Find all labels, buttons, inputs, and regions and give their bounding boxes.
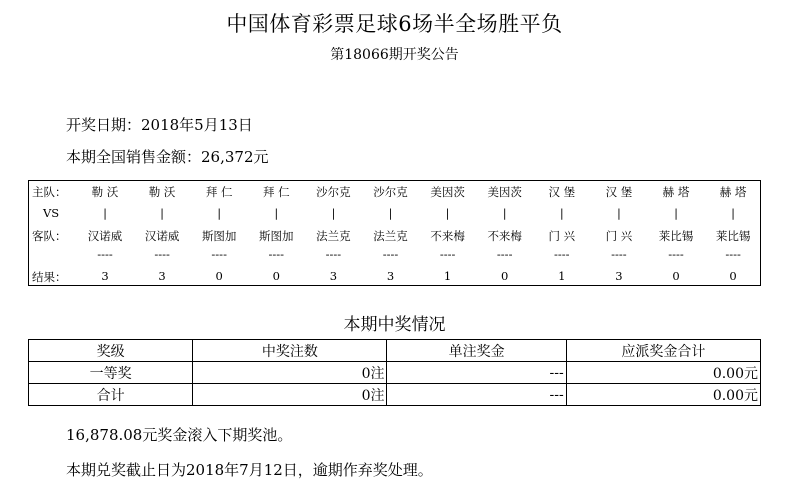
vs-mark: |	[217, 206, 222, 220]
home-team: 沙尔克	[316, 185, 351, 199]
match-result: 0	[672, 269, 680, 283]
away-team: 法兰克	[316, 229, 351, 243]
table-row	[29, 384, 761, 406]
header-level: 奖级	[29, 340, 193, 362]
unit-prize: ---	[387, 384, 566, 406]
vs-mark: |	[445, 206, 450, 220]
home-team: 汉 堡	[605, 185, 633, 199]
match-result: 0	[501, 269, 509, 283]
away-team: 莱比锡	[658, 229, 694, 243]
deadline-note: 本期兑奖截止日为2018年7月12日，逾期作弃奖处理。	[66, 461, 433, 479]
prize-header-row	[29, 340, 761, 362]
dash-separator: ----	[725, 247, 741, 261]
table-row	[29, 362, 761, 384]
vs-mark: |	[103, 206, 107, 220]
away-team: 门 兴	[605, 229, 633, 243]
vs-mark: |	[502, 206, 507, 220]
away-team: 斯图加	[201, 229, 237, 243]
away-team: 门 兴	[548, 229, 576, 243]
home-team: 赫 塔	[662, 185, 690, 199]
header-unit-prize: 单注奖金	[387, 340, 566, 362]
vs-mark: |	[388, 206, 393, 220]
away-team: 汉诺威	[144, 229, 180, 243]
home-team: 美因茨	[487, 185, 522, 199]
dash-separator: ----	[154, 247, 170, 261]
home-team: 汉 堡	[548, 185, 576, 199]
header-total: 应派奖金合计	[566, 340, 760, 362]
dash-separator: ----	[97, 247, 113, 261]
home-team: 美因茨	[430, 185, 465, 199]
prize-level: 一等奖	[29, 362, 193, 384]
prize-section-title: 本期中奖情况	[343, 315, 446, 335]
dash-separator: ----	[439, 247, 456, 261]
away-team: 不来梅	[430, 229, 465, 243]
home-label: 主队：	[32, 185, 67, 199]
match-result: 3	[158, 269, 166, 283]
match-result: 3	[101, 269, 109, 283]
draw-date: 开奖日期：2018年5月13日	[66, 116, 253, 134]
vs-mark: |	[674, 206, 678, 220]
vs-mark: |	[731, 206, 736, 220]
total-prize: 0.00元	[566, 384, 760, 406]
match-result: 0	[729, 269, 737, 283]
prize-table	[28, 339, 761, 406]
unit-prize: ---	[387, 362, 566, 384]
result-label: 结果：	[32, 270, 67, 284]
dash-separator: ----	[611, 247, 627, 261]
vs-mark: |	[274, 206, 279, 220]
match-result: 3	[329, 269, 338, 283]
away-team: 不来梅	[487, 229, 522, 243]
match-result: 3	[615, 269, 623, 283]
dash-separator: ----	[496, 247, 513, 261]
sales-amount: 本期全国销售金额：26,372元	[66, 148, 269, 166]
total-prize: 0.00元	[566, 362, 760, 384]
away-label: 客队：	[32, 229, 67, 243]
home-team: 勒 沃	[148, 185, 176, 199]
dash-separator: ----	[554, 247, 570, 261]
away-team: 斯图加	[259, 229, 294, 243]
home-team: 赫 塔	[719, 185, 747, 199]
match-result: 1	[558, 269, 566, 283]
prize-level: 合计	[29, 384, 193, 406]
home-team: 沙尔克	[373, 185, 408, 199]
dash-separator: ----	[268, 247, 285, 261]
vs-label: VS	[43, 206, 60, 220]
dash-separator: ----	[668, 247, 684, 261]
match-table	[28, 180, 761, 286]
home-team: 拜 仁	[262, 185, 290, 199]
vs-mark: |	[559, 206, 564, 220]
winner-count: 0注	[193, 362, 387, 384]
dash-separator: ----	[325, 247, 342, 261]
dash-separator: ----	[211, 247, 227, 261]
home-team: 勒 沃	[91, 185, 119, 199]
vs-mark: |	[331, 206, 336, 220]
vs-mark: |	[616, 206, 621, 220]
vs-mark: |	[160, 206, 165, 220]
away-team: 法兰克	[373, 229, 408, 243]
issue-number: 第18066期开奖公告	[330, 47, 459, 63]
winner-count: 0注	[193, 384, 387, 406]
page-title: 中国体育彩票足球6场半全场胜平负	[226, 12, 563, 36]
match-result: 1	[443, 269, 452, 283]
match-result: 0	[272, 269, 280, 283]
header-winners: 中奖注数	[193, 340, 387, 362]
match-result: 3	[386, 269, 395, 283]
dash-separator: ----	[382, 247, 399, 261]
home-team: 拜 仁	[205, 185, 233, 199]
away-team: 莱比锡	[715, 229, 751, 243]
away-team: 汉诺威	[87, 229, 123, 243]
rollover-note: 16,878.08元奖金滚入下期奖池。	[66, 426, 293, 444]
match-result: 0	[215, 269, 223, 283]
